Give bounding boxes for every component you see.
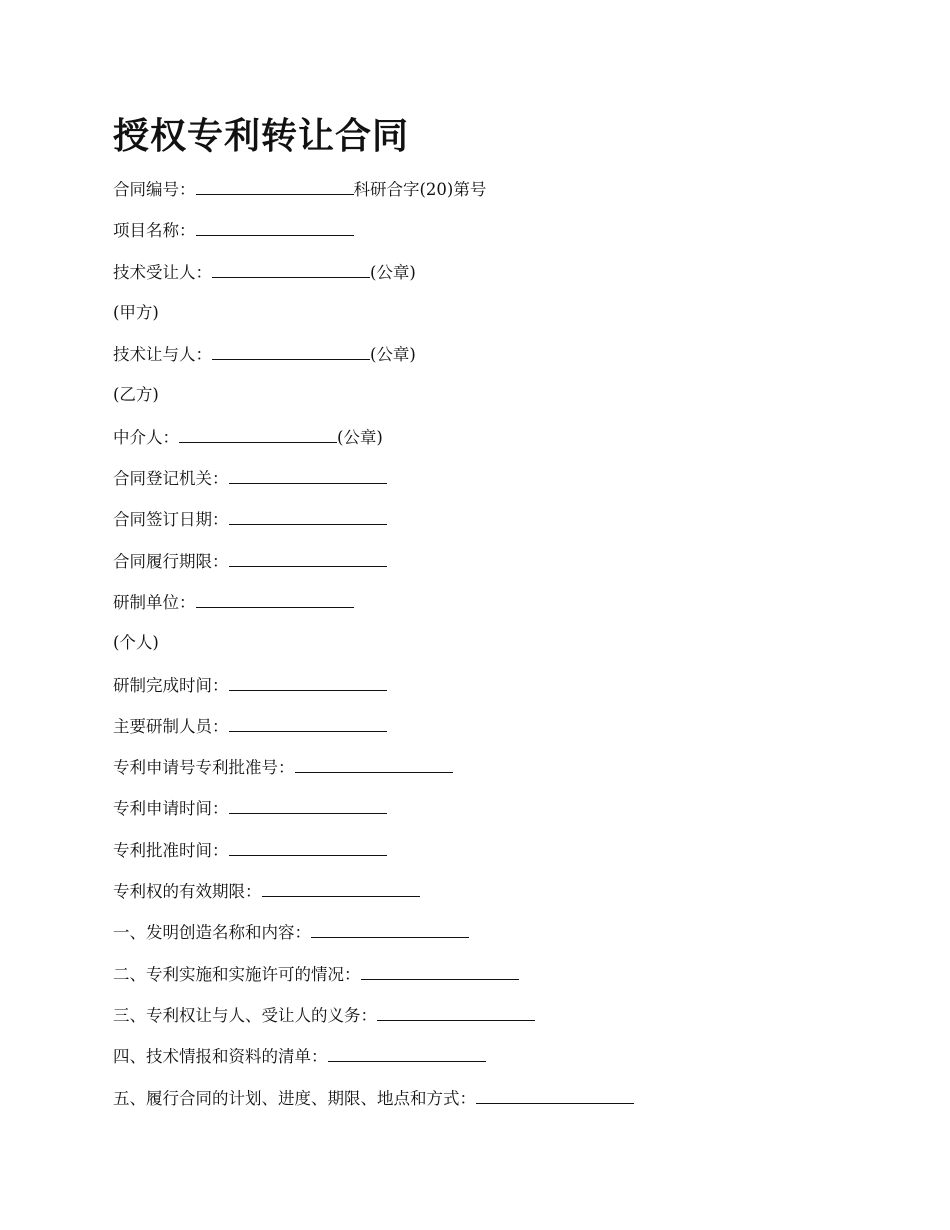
contract-field-line — [113, 1045, 873, 1067]
field-label: 一、发明创造名称和内容： — [113, 923, 311, 943]
contract-field-line — [113, 1087, 873, 1109]
contract-field-line — [113, 384, 873, 406]
field-label: 四、技术情报和资料的清单： — [113, 1047, 328, 1067]
field-suffix: 科研合字(20)第号 — [353, 180, 487, 199]
field-label: 合同登记机关： — [113, 469, 229, 489]
field-label: 技术受让人： — [113, 262, 212, 282]
field-suffix: (公章) — [370, 262, 416, 282]
field-suffix: (公章) — [337, 427, 383, 447]
field-label: (个人) — [113, 633, 159, 653]
field-label: 研制单位： — [113, 592, 196, 612]
contract-field-line — [113, 797, 873, 819]
fill-in-blank — [377, 1004, 535, 1021]
field-label: 合同履行期限： — [113, 551, 229, 571]
fill-in-blank — [311, 921, 469, 938]
contract-field-line — [113, 426, 873, 448]
field-label: 中介人： — [113, 427, 179, 447]
field-label: 专利申请时间： — [113, 799, 229, 819]
fill-in-blank — [295, 756, 453, 773]
fill-in-blank — [361, 963, 519, 980]
contract-field-line — [113, 756, 873, 778]
field-suffix: (公章) — [370, 345, 416, 365]
fill-in-blank — [328, 1045, 486, 1062]
contract-field-line — [113, 715, 873, 737]
fill-in-blank — [196, 591, 354, 608]
field-label: (甲方) — [113, 302, 159, 322]
contract-field-line — [113, 178, 873, 200]
fill-in-blank — [229, 674, 387, 691]
field-label: 三、专利权让与人、受让人的义务： — [113, 1005, 377, 1025]
contract-field-line — [113, 550, 873, 572]
field-label: 合同编号： — [113, 180, 196, 199]
contract-field-line — [113, 261, 873, 283]
contract-field-line — [113, 508, 873, 530]
field-label: 专利批准时间： — [113, 840, 229, 860]
contract-field-line — [113, 591, 873, 613]
contract-field-line — [113, 839, 873, 861]
field-label: 五、履行合同的计划、进度、期限、地点和方式： — [113, 1088, 476, 1108]
contract-field-line — [113, 674, 873, 696]
field-label: 专利权的有效期限： — [113, 882, 262, 902]
field-label: 项目名称： — [113, 221, 196, 241]
fill-in-blank — [229, 467, 387, 484]
fill-in-blank — [212, 343, 370, 360]
contract-field-line — [113, 880, 873, 902]
fill-in-blank — [229, 550, 387, 567]
contract-field-line — [113, 1004, 873, 1026]
contract-field-line — [113, 963, 873, 985]
contract-field-line — [113, 219, 873, 241]
contract-field-line — [113, 467, 873, 489]
field-label: 二、专利实施和实施许可的情况： — [113, 964, 361, 984]
document-page — [113, 112, 873, 1128]
fill-in-blank — [196, 219, 354, 236]
fill-in-blank — [229, 797, 387, 814]
contract-field-line — [113, 921, 873, 943]
field-label: 合同签订日期： — [113, 510, 229, 530]
contract-field-line — [113, 302, 873, 324]
fill-in-blank — [229, 508, 387, 525]
fill-in-blank — [179, 426, 337, 443]
field-label: (乙方) — [113, 385, 159, 405]
fill-in-blank — [196, 178, 354, 195]
fill-in-blank — [476, 1087, 634, 1104]
field-label: 研制完成时间： — [113, 675, 229, 695]
contract-field-line — [113, 632, 873, 654]
field-label: 主要研制人员： — [113, 716, 229, 736]
contract-field-line — [113, 343, 873, 365]
fill-in-blank — [229, 839, 387, 856]
field-label: 专利申请号专利批准号： — [113, 758, 295, 778]
fill-in-blank — [212, 261, 370, 278]
field-label: 技术让与人： — [113, 345, 212, 365]
document-title: 授权专利转让合同 — [113, 115, 410, 157]
contract-fields — [113, 178, 873, 1109]
fill-in-blank — [262, 880, 420, 897]
fill-in-blank — [229, 715, 387, 732]
